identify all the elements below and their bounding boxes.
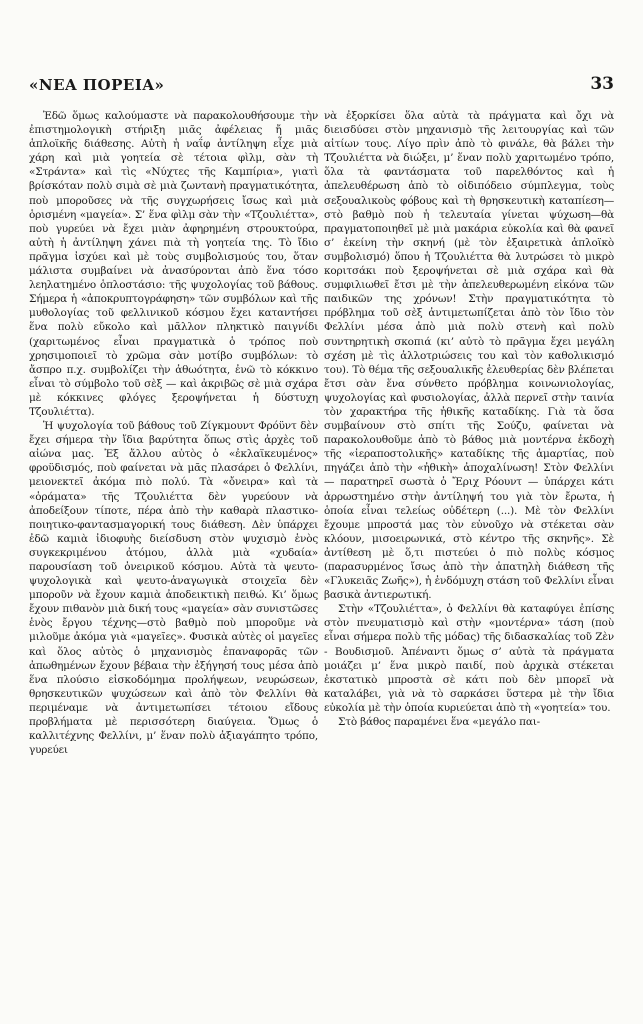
paragraph: Στὸ βάθος παραμένει ἕνα «μεγάλο παι- [338,716,540,729]
paragraph: νὰ ἐξορκίσει ὅλα αὐτὰ τὰ πράγματα καὶ ὄχι νὰ διεισδύσει στὸν μηχανισμὸ τῆς λειτουργίας καὶ τῶν αἰτίων τους. Λίγο πρὶν ἀπὸ τὸ φινάλε, θὰ βάλει τὴν Τζουλιέττα νὰ διώξει, μ’ ἕναν πολὺ χαριτωμένο τρόπο, ὅλα τὰ φαντάσματα τοῦ παρελθόντος καὶ ἡ ἀπελευθέρωση ἀπὸ τὸ οἰδιπόδειο σύμπλεγμα, τοὺς σεξουαλικοὺς φόβους καὶ τὴ θρησκευτικὴ καταπίεση—στὸ βαθμὸ ποὺ ἡ τελευταία γίνεται ψύχωση—θὰ πραγματοποιηθεῖ μὲ μιὰ μακάρια εὐκολία καὶ θὰ φανεῖ σ’ ἐκείνη τὴν σκηνή (μὲ τὸν ἐξαιρετικὰ ἁπλοϊκὸ συμβολισμό) ὅπου ἡ Τζουλιέττα θὰ λυτρώσει τὸ μικρὸ κοριτσάκι ποὺ ξεροψήνεται σὲ μιὰ σχάρα καὶ θὰ συμφιλιωθεῖ ἔτσι μὲ τὴν ἀπελευθερωμένη εἰκόνα τῶν παιδικῶν της χρόνων! Στὴν πραγματικότητα τὸ πρόβλημα τοῦ σὲξ ἀντιμετωπίζεται ἀπὸ τὸν ἴδιο τὸν Φελλίνι μέσα ἀπὸ μιὰ πολὺ στενὴ καὶ πολὺ συντηρητικὴ σκοπιά (κι’ αὐτὸ τὸ πρᾶγμα ἔχει μεγάλη σχέση μὲ τὶς ἀλλοτριώσεις του καὶ τὸν καθολικισμό του). Τὸ θέμα τῆς σεξουαλικῆς ἐλευθερίας δὲν βλέπεται ἔτσι σὰν ἕνα σύνθετο πρόβλημα κοινωνιολογίας, ψυχολογίας καὶ φυσιολογίας, ἀλλὰ περνεῖ στὴν ταινία τὸν χαρακτήρα τῆς ἠθικῆς καταδίκης. Γιὰ τὰ ὅσα συμβαίνουν στὸ σπίτι τῆς Σούζυ, φαίνεται νὰ παρακολουθοῦμε ἀπὸ τὸ βάθος μιὰ μοντέρνα ἐκδοχὴ τῆς «ἱεραποστολικῆς» καταδίκης τῆς ἁμαρτίας, ποὺ πηγάζει ἀπὸ τὴν «ἠθικὴ» ἀποχαλίνωση! Στὸν Φελλίνι — παρατηρεῖ σωστὰ ὁ Ἔριχ Ρόουντ — ὑπάρχει κάτι ἀρρωστημένο στὴν ἀντίληψή του γιὰ τὸν ἔρωτα, ἡ ὁποία εἶναι τελείως οὐδέτερη (...). Μὲ τὸν Φελλίνι ἔχουμε μπροστά μας τὸν εὐνοῦχο νὰ στέκεται σὰν κλόουν, μισοειρωνικά, στὸ κέντρο τῆς σκηνῆς». Σὲ ἀντίθεση μὲ ὅ,τι πιστεύει ὁ πιὸ πολὺς κόσμος (παρασυρμένος ἴσως ἀπὸ τὴν ἀπατηλὴ διάθεση τῆς «Γλυκειᾶς Ζωῆς»), ἡ ἐνδόμυχη στάση τοῦ Φελλίνι εἶναι βασικὰ ἀντιερωτική. [324,110,614,602]
paragraph: Στὴν «Τζουλιέττα», ὁ Φελλίνι θὰ καταφύγει ἐπίσης στὸν πνευματισμὸ καὶ στὴν «μοντέρνα» τάση (ποὺ εἶναι σήμερα πολὺ τῆς μόδας) τῆς διδασκαλίας τοῦ Ζὲν - Βουδισμοῦ. Ἀπέναντι ὅμως σ’ αὐτὰ τὰ πράγματα μοιάζει μ’ ἕνα μικρὸ παιδί, ποὺ ἀρχικὰ στέκεται ἐκστατικὸ μπροστὰ σὲ κάτι ποὺ δὲν μπορεῖ νὰ καταλάβει, γιὰ νὰ τὸ σαρκάσει ὕστερα μὲ τὴν ἴδια εὐκολία μὲ τὴν ὁποία κυριεύεται ἀπὸ τὴ «γοητεία» του. [324,603,614,714]
paragraph: Ἐδῶ ὅμως καλούμαστε νὰ παρακολουθήσουμε τὴν ἐπιστημολογικὴ στήριξη μιᾶς ἀφέλειας ἤ μιᾶς ἁπλοϊκῆς διάθεσης. Αὐτὴ ἡ ναΐφ ἀντίληψη εἶχε μιὰ χάρη καὶ μιὰ γοητεία σὲ τέτοια φὶλμ, σὰν τὴ «Στράντα» καὶ τὶς «Νύχτες τῆς Καμπίρια», γιατὶ βρίσκόταν πολὺ σιμὰ σὲ μιὰ ζωντανὴ πραγματικότητα, ποὺ μποροῦσες νὰ τῆς συγχωρήσεις ἴσως καὶ μιὰ ὁρισμένη «μαγεία». Σ’ ἕνα φὶλμ σὰν τὴν «Τζουλιέττα», ποὺ γυρεύει νὰ ἔχει μιὰν ἀφηρημένη στρουκτούρα, αὐτὴ ἡ ἀντίληψη χάνει πιὰ τὴ γοητεία της. Τὸ ἴδιο πρᾶγμα ἰσχύει καὶ μὲ τοὺς συμβολισμούς του, ὅταν μάλιστα συμβαίνει νὰ ἀνασύρονται ἀπὸ ἕνα τόσο λεηλατημένο ὁπλοστάσιο: τῆς ψυχολογίας τοῦ βάθους. Σήμερα ἡ «ἀποκρυπτογράφηση» τῶν συμβόλων καὶ τῆς μυθολογίας τοῦ φελλινικοῦ κόσμου ἔχει καταντήσει ἕνα πολὺ εὔκολο καὶ μᾶλλον πληκτικὸ παιγνίδι (χαριτωμένος εἶναι πραγματικὰ ὁ τρόπος ποὺ χρησιμοποιεῖ τὸ χρῶμα σὰν μοτίβο συμβόλων: τὸ ἄσπρο π.χ. συμβολίζει τὴν ἀθωότητα, ἐνῶ τὸ κόκκινο εἶναι τὸ σύμβολο τοῦ σὲξ — καὶ ἀκριβῶς σὲ μιὰ σχάρα μὲ κόκκινες φλόγες ξεροψήνεται ἡ δύστυχη Τζουλιέττα). [29,110,318,418]
page-header [29,76,614,98]
right-column [324,109,614,729]
paragraph: Ἡ ψυχολογία τοῦ βάθους τοῦ Ζίγκμουντ Φρόϋντ δὲν ἔχει σήμερα τὴν ἴδια βαρύτητα ὅπως στὶς ἀρχὲς τοῦ αἰώνα μας. Ἐξ ἄλλου αὐτὸς ὁ «ἐκλαϊκευμένος» φροϋδισμός, ποὺ φαίνεται νὰ μᾶς πλασάρει ὁ Φελλίνι, μειονεκτεῖ ἀκόμα πιὸ πολύ. Τὰ «ὄνειρα» καὶ τὰ «ὁράματα» τῆς Τζουλιέττα δὲν γυρεύουν νὰ ἀποδείξουν τίποτε, πέρα ἀπὸ τὴν καθαρὰ πλαστικο-ποιητικο-φαντασμαγορική τους διάθεση. Δὲν ὑπάρχει ἐδῶ καμιὰ ἰδιοφυὴς διείσδυση στὸν ψυχισμὸ ἑνὸς συγκεκριμένου ἀτόμου, ἀλλὰ μιὰ «χυδαία» παρουσίαση τοῦ ὀνειρικοῦ κόσμου. Αὐτὰ τὰ ψευτο-ψυχολογικὰ καὶ ψευτο-ἀναγωγικὰ στοιχεῖα δὲν μποροῦν νὰ ἔχουν καμιὰ ἀποδεικτικὴ πειθώ. Κι’ ὅμως ἔχουν πιθανὸν μιὰ δική τους «μαγεία» σὰν συνιστῶσες ἑνὸς ἔργου τέχνης—στὸ βαθμὸ ποὺ μποροῦμε νὰ μιλοῦμε ἀκόμα γιὰ «μαγεῖες». Φυσικὰ αὐτὲς οἱ μαγεῖες καὶ ὅλος αὐτὸς ὁ μηχανισμὸς ἐπαναφορᾶς τῶν ἀπωθημένων ἔχουν βέβαια τὴν ἐξήγησή τους μέσα ἀπὸ ἕνα πλούσιο εἰσκοδόμημα προλήψεων, νευρώσεων, θρησκευτικῶν ψυχώσεων καὶ ἀπὸ τὸν Φελλίνι θὰ περιμέναμε νὰ ἀντιμετωπίσει τέτοιου εἴδους προβλήματα μὲ περισσότερη διαύγεια. Ὅμως ὁ καλλιτέχνης Φελλίνι, μ’ ἕναν πολὺ ἀξιαγάπητο τρόπο, γυρεύει [29,420,318,757]
journal-title: «ΝΕΑ ΠΟΡΕΙΑ» [29,76,165,94]
left-column [29,109,318,757]
page-number: 33 [590,74,614,94]
